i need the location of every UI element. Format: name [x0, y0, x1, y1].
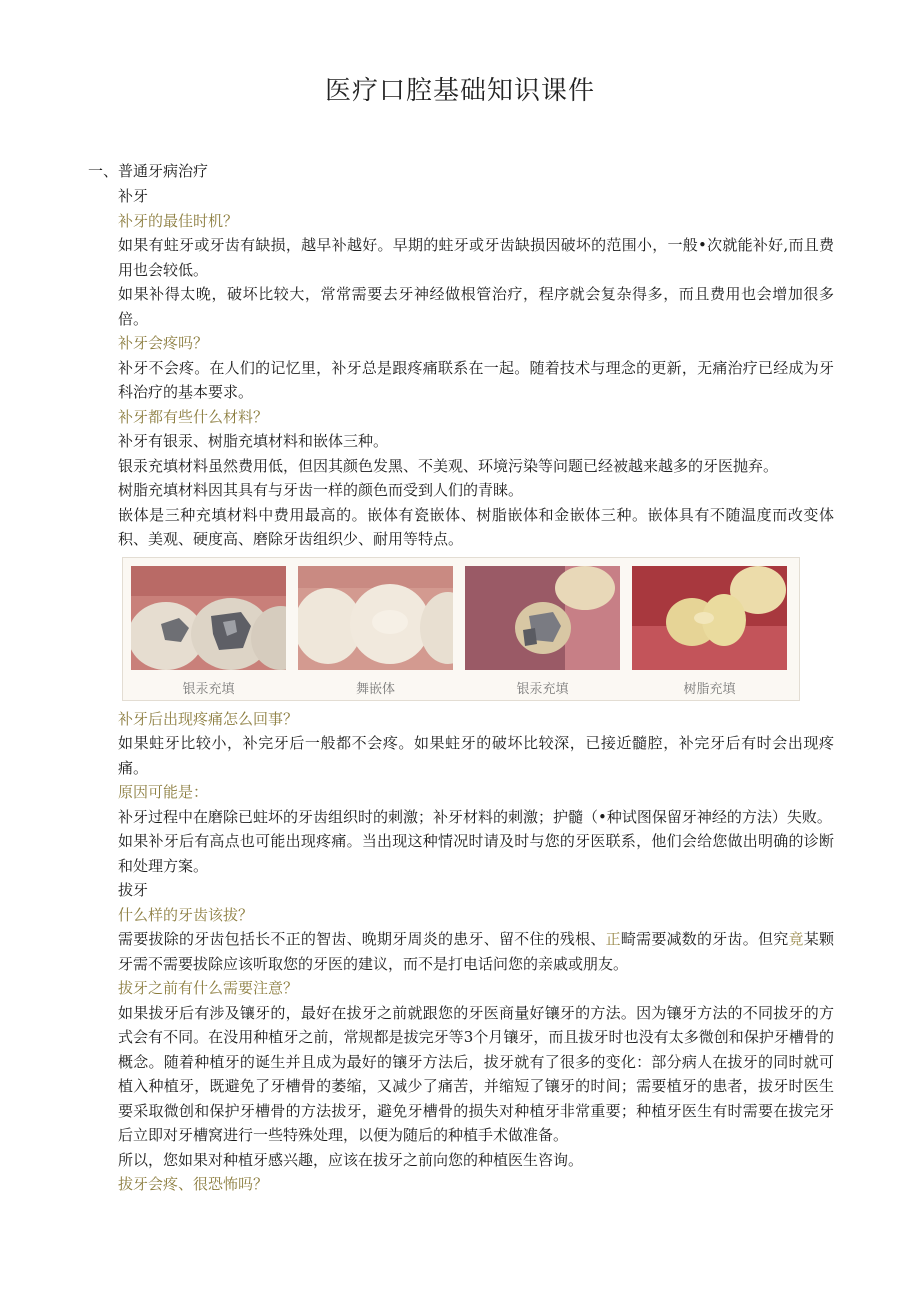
paragraph: 所以，您如果对种植牙感兴趣，应该在拔牙之前向您的种植医生咨询。	[118, 1150, 584, 1169]
paragraph	[118, 927, 834, 976]
document-title: 医疗口腔基础知识课件	[324, 76, 595, 106]
paragraph: 如果有蛀牙或牙齿有缺损，越早补越好。早期的蛀牙或牙齿缺损因破坏的范围小，一般•次就能补好,而且费用也会较低。	[118, 236, 834, 279]
subsection-heading-extraction: 拔牙	[118, 881, 149, 899]
paragraph: 补牙不会疼。在人们的记忆里，补牙总是跟疼痛联系在一起。随着技术与理念的更新，无痛治疗已经成为牙科治疗的基本要求。	[118, 358, 834, 401]
question-heading: 什么样的牙齿该拔？	[118, 905, 254, 924]
paragraph: 银汞充填材料虽然费用低，但因其颜色发黑、不美观、环境污染等问题已经被越来越多的牙医抛弃。	[118, 456, 779, 475]
resin-filling-photo	[632, 566, 787, 670]
amalgam-filling-photo	[131, 566, 286, 670]
question-heading: 补牙后出现疼痛怎么回事？	[118, 709, 299, 728]
paragraph: 如果蛀牙比较小，补完牙后一般都不会疼。如果蛀牙的破坏比较深，已接近髓腔，补完牙后有时会出现疼痛。	[118, 734, 834, 777]
paragraph: 如果拔牙后有涉及镶牙的，最好在拔牙之前就跟您的牙医商量好镶牙的方法。因为镶牙方法的不同拔牙的方式会有不同。在没用种植牙之前，常规都是拔完牙等3个月镶牙，而且拔牙时也没有太多微创和保护牙槽骨的概念。随着种植牙的诞生并且成为最好的镶牙方法后，拔牙就有了很多的变化：部分病人在拔牙的同时就可植入种植牙，既避免了牙槽骨的萎缩，又减少了痛苦，并缩短了镶牙的时间；需要植牙的患者，拔牙时医生要采取微创和保护牙槽骨的方法拔牙，避免牙槽骨的损失对种植牙非常重要；种植牙医生有时需要在拔完牙后立即对牙槽窝进行一些特殊处理，以便为随后的种植手术做准备。	[118, 1003, 834, 1144]
highlighted-text: 正	[605, 930, 621, 948]
figure-caption: 银汞充填	[516, 681, 569, 697]
inlay-photo	[298, 566, 453, 670]
question-heading: 拔牙会疼、很恐怖吗？	[118, 1175, 269, 1193]
paragraph: 如果补牙后有高点也可能出现疼痛。当出现这种情况时请及时与您的牙医联系，他们会给您做出明确的诊断和处理方案。	[118, 832, 834, 875]
question-heading: 补牙的最佳时机？	[118, 211, 239, 230]
figure-caption: 银汞充填	[182, 681, 235, 697]
document-body	[118, 184, 834, 1197]
paragraph: 嵌体是三种充填材料中费用最高的。嵌体有瓷嵌体、树脂嵌体和金嵌体三种。嵌体具有不随温度而改变体积、美观、硬度高、磨除牙齿组织少、耐用等特点。	[118, 505, 834, 548]
filling-materials-figure	[122, 557, 800, 701]
question-heading: 补牙都有些什么材料？	[118, 407, 269, 426]
figure-caption: 树脂充填	[683, 681, 736, 697]
paragraph: 树脂充填材料因其具有与牙齿一样的颜色而受到人们的青睐。	[118, 481, 524, 499]
text-run: 某颗牙需不需要拔除应该听取您的牙医的建议，而不是打电话问您的亲戚或朋友。	[118, 930, 834, 973]
text-run: 畸需要减数的牙齿。但究	[620, 930, 789, 948]
question-heading: 补牙会疼吗？	[118, 334, 209, 352]
section-heading: 一、普通牙病治疗	[88, 162, 209, 180]
amalgam-filling-photo-2	[465, 566, 620, 670]
paragraph: 补牙有银汞、树脂充填材料和嵌体三种。	[118, 432, 389, 450]
figure-caption: 舞嵌体	[355, 681, 395, 697]
highlighted-text: 竟	[788, 930, 804, 948]
question-heading: 拔牙之前有什么需要注意？	[118, 979, 299, 997]
subsection-heading-filling: 补牙	[118, 187, 149, 205]
question-heading: 原因可能是：	[118, 783, 209, 801]
text-run: 需要拔除的牙齿包括长不正的智齿、晚期牙周炎的患牙、留不住的残根、	[118, 930, 606, 948]
paragraph: 补牙过程中在磨除已蛀坏的牙齿组织时的刺激；补牙材料的刺激；护髓（•种试图保留牙神经的方法）失败。	[118, 807, 832, 826]
paragraph: 如果补得太晚，破坏比较大，常常需要去牙神经做根管治疗，程序就会复杂得多，而且费用也会增加很多倍。	[118, 285, 834, 328]
